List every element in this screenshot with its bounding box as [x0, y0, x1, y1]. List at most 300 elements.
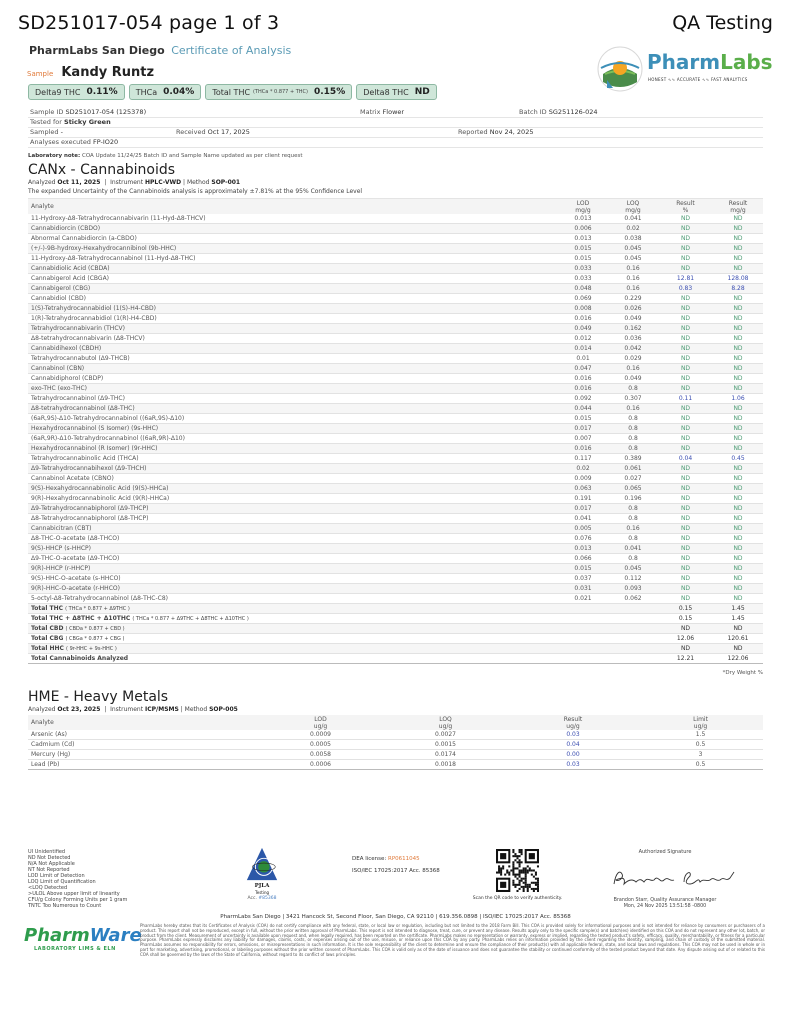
heavy-metals-table [28, 715, 763, 770]
cell-loq: 0.0174 [383, 750, 508, 760]
cell-lod: 0.013 [558, 234, 608, 244]
cell-lod: 0.012 [558, 334, 608, 344]
cell-lod: 0.008 [558, 304, 608, 314]
cell-total-pct: 0.15 [658, 614, 713, 624]
badge-label: Delta9 THC [35, 87, 81, 97]
cell-lod: 0.031 [558, 584, 608, 594]
badge-thca [129, 84, 202, 100]
cell-loq: 0.0018 [383, 760, 508, 770]
cell-result-mg: ND [713, 464, 763, 474]
legend-item: TNTC Too Numerous to Count [28, 903, 102, 909]
cell-analyte: Tetrahydrocannabutol (Δ9-THCB) [28, 354, 558, 364]
pjla-logo-icon [232, 846, 292, 882]
signatory [590, 898, 740, 910]
cell-result-pct: 0.83 [658, 284, 713, 294]
sample-heading [27, 63, 154, 82]
table-row [28, 334, 763, 344]
table-row [28, 374, 763, 384]
table-row [28, 584, 763, 594]
cell-analyte: Δ9-THC-O-acetate (Δ9-THCO) [28, 554, 558, 564]
total-row [28, 644, 763, 654]
cell-result-mg: ND [713, 504, 763, 514]
cell-loq: 0.0015 [383, 740, 508, 750]
table-row [28, 504, 763, 514]
total-row [28, 614, 763, 624]
info-row: Sampled - Received Oct 17, 2025 Reported Nov 24, 2025 [28, 128, 763, 138]
cell-loq: 0.8 [608, 514, 658, 524]
cannabinoids-title: CANx - Cannabinoids [28, 162, 176, 178]
batch-id: SG251126-024 [548, 108, 598, 116]
legal-disclaimer: PharmLabs hereby states that its Certificates of Analysis (COA) do not certify compliance with any federal, state, or local law or regulation, including but not limited to the 2018 Farm Bill. This COA is provided solely for informational purposes and is not intended for reliance by consumers or purchasers of a product. This report shall not be reproduced, except in full, without the prior written approval of PharmLabs. This report is not intended to diagnose, treat, cure, or prevent any disease. Results apply only to the specific sample(s) and batch(es) identified on this COA and do not represent any other lot, batch, or product from the client. Measurement of uncertainty is available upon request and, when legally required, has been reported on the certificate. PharmLabs makes no representation or warranty, express or implied, regarding the tested product's safety, efficacy, quality, merchantability, or fitness for a particular purpose. PharmLabs expressly disclaims any liability for damages, claims, costs, or expenses arising out of the use, misuse, or reliance upon this COA by any party. PharmLabs relies on information provided by the client regarding the identity, sampling, and chain of custody of the submitted material. PharmLabs assumes no responsibility for errors, omissions, or misrepresentations in such information. It is the sole responsibility of the client to determine and ensure the compliance of their product(s) with all applicable federal, state, and local laws and regulations. This COA may not be used in whole or in part for marketing, advertising, promotional, or labeling purposes without the prior written consent of PharmLabs. This COA is valid only as of the date of issuance and does not guarantee the stability or continued conformity of the tested product beyond that date. Any dispute arising out of or related to this COA shall be governed by the laws of the State of California, without regard to its conflict of laws principles. [140, 923, 765, 957]
info-row: Sample ID SD251017-054 (125378) Matrix Flower Batch ID SG251126-024 [28, 108, 763, 118]
col-result: Result ug/g [508, 715, 638, 730]
cell-analyte: Abnormal Cannabidiorcin (a-CBDO) [28, 234, 558, 244]
cell-lod: 0.063 [558, 484, 608, 494]
badge-value: 0.04% [163, 87, 195, 97]
cell-lod: 0.069 [558, 294, 608, 304]
cell-result-pct: ND [658, 574, 713, 584]
cell-lod: 0.016 [558, 444, 608, 454]
cell-loq: 0.038 [608, 234, 658, 244]
cell-result-mg: ND [713, 544, 763, 554]
col-analyte: Analyte [28, 199, 558, 215]
table-row [28, 224, 763, 234]
cell-result-pct: ND [658, 414, 713, 424]
cell-lod: 0.015 [558, 254, 608, 264]
cell-result-mg: ND [713, 474, 763, 484]
reported-date: Nov 24, 2025 [489, 128, 534, 136]
cell-result-mg: ND [713, 314, 763, 324]
cell-result-mg: 128.08 [713, 274, 763, 284]
cell-loq: 0.061 [608, 464, 658, 474]
legend-item: <LOQ Detected [28, 885, 68, 891]
cell-loq: 0.8 [608, 554, 658, 564]
cell-total-label: Total Cannabinoids Analyzed [28, 654, 558, 664]
cell-analyte: Cannabidiphorol (CBDP) [28, 374, 558, 384]
cell-analyte: Cannabigerol (CBG) [28, 284, 558, 294]
cell-result-mg: ND [713, 224, 763, 234]
cell-lod: 0.191 [558, 494, 608, 504]
table-row [28, 524, 763, 534]
cell-lod: 0.017 [558, 504, 608, 514]
cell-total-pct: 12.21 [658, 654, 713, 664]
cell-total-pct: ND [658, 644, 713, 654]
cell-result-mg: ND [713, 254, 763, 264]
cell-lod: 0.006 [558, 224, 608, 234]
cell-loq: 0.229 [608, 294, 658, 304]
legend-item: LOD Limit of Detection [28, 873, 85, 879]
cell-result-mg: ND [713, 554, 763, 564]
cell-analyte: (6aR,9S)-Δ10-Tetrahydrocannabinol ((6aR,9S)-Δ10) [28, 414, 558, 424]
cell-lod: 0.033 [558, 274, 608, 284]
cell-total-mg: ND [713, 624, 763, 634]
cell-loq: 0.041 [608, 544, 658, 554]
cell-analyte: Δ8-Tetrahydrocannabiphorol (Δ8-THCP) [28, 514, 558, 524]
sample-name: Kandy Runtz [61, 65, 155, 80]
cell-result-mg: ND [713, 304, 763, 314]
cell-result-pct: ND [658, 544, 713, 554]
signature-date: Mon, 24 Nov 2025 13:51:58 -0800 [623, 904, 707, 909]
cell-lod: 0.048 [558, 284, 608, 294]
badge-label: THCa [135, 87, 158, 97]
cell-result-mg: ND [713, 524, 763, 534]
qr-code-icon[interactable] [496, 849, 539, 892]
cell-analyte: Mercury (Hg) [28, 750, 258, 760]
badge-label: Delta8 THC [363, 87, 409, 97]
cell-result-pct: ND [658, 224, 713, 234]
cell-lod: 0.041 [558, 514, 608, 524]
cell-lod: 0.007 [558, 434, 608, 444]
cell-result-mg: ND [713, 574, 763, 584]
cell-result-pct: 0.11 [658, 394, 713, 404]
table-row [28, 354, 763, 364]
cell-lod: 0.047 [558, 364, 608, 374]
cell-total-mg: 1.45 [713, 614, 763, 624]
table-row [28, 234, 763, 244]
cell-loq: 0.027 [608, 474, 658, 484]
pjla-name: PJLA [254, 883, 270, 889]
cell-analyte: Δ8-tetrahydrocannabinol (Δ8-THC) [28, 404, 558, 414]
cell-loq: 0.16 [608, 264, 658, 274]
table-row [28, 514, 763, 524]
cell-lod: 0.0006 [258, 760, 383, 770]
table-row [28, 574, 763, 584]
cell-analyte: Cannabinol Acetate (CBNO) [28, 474, 558, 484]
cell-result-mg: ND [713, 294, 763, 304]
iso-accreditation: ISO/IEC 17025:2017 Acc. 85368 [352, 868, 440, 874]
cell-result-pct: ND [658, 364, 713, 374]
heavy-metals-meta: Analyzed Oct 23, 2025 | Instrument ICP/MSMS | Method SOP-005 [28, 706, 238, 713]
cell-total-mg: 1.45 [713, 604, 763, 614]
table-row [28, 324, 763, 334]
table-row [28, 244, 763, 254]
laboratory-note: Laboratory note: COA Update 11/24/25 Batch ID and Sample Name updated as per client request [28, 153, 303, 159]
cell-loq: 0.093 [608, 584, 658, 594]
cell-analyte: 5-octyl-Δ8-Tetrahydrocannabinol (Δ8-THC-C8) [28, 594, 558, 604]
badge-delta9-thc [28, 84, 125, 100]
cell-result-pct: ND [658, 464, 713, 474]
cell-lod: 0.076 [558, 534, 608, 544]
cell-analyte: 9(S)-HHC-O-acetate (s-HHCO) [28, 574, 558, 584]
col-loq: LOQ mg/g [608, 199, 658, 215]
cell-result-pct: ND [658, 404, 713, 414]
cell-lod: 0.01 [558, 354, 608, 364]
cell-lod: 0.021 [558, 594, 608, 604]
lab-name: PharmLabs San Diego [29, 44, 165, 57]
cell-lod: 0.016 [558, 384, 608, 394]
cell-loq: 0.8 [608, 534, 658, 544]
analyses-executed: FP-IO20 [93, 138, 119, 146]
cell-lod: 0.0005 [258, 740, 383, 750]
tested-for: Sticky Green [64, 118, 111, 126]
cell-result-pct: ND [658, 494, 713, 504]
cell-analyte: Hexahydrocannabinol (R Isomer) (9r-HHC) [28, 444, 558, 454]
cell-lod: 0.015 [558, 244, 608, 254]
cell-result-pct: ND [658, 354, 713, 364]
cell-result-mg: ND [713, 494, 763, 504]
cell-result-pct: ND [658, 564, 713, 574]
table-row [28, 494, 763, 504]
pjla-acc: Acc. #85368 [247, 896, 277, 901]
cell-analyte: Cannabicitran (CBT) [28, 524, 558, 534]
table-row [28, 444, 763, 454]
cell-result-mg: ND [713, 424, 763, 434]
table-row [28, 414, 763, 424]
total-row [28, 624, 763, 634]
cell-lod: 0.017 [558, 424, 608, 434]
cell-result-mg: ND [713, 334, 763, 344]
col-result-pct: Result % [658, 199, 713, 215]
cell-lod: 0.0009 [258, 730, 383, 740]
cell-analyte: Tetrahydrocannabinolic Acid (THCA) [28, 454, 558, 464]
cell-lod: 0.117 [558, 454, 608, 464]
table-row [28, 344, 763, 354]
cell-analyte: 11-Hydroxy-Δ8-Tetrahydrocannabivarin (11-Hyd-Δ8-THCV) [28, 214, 558, 224]
cell-loq: 0.162 [608, 324, 658, 334]
table-row [28, 534, 763, 544]
cell-result-pct: ND [658, 554, 713, 564]
table-row [28, 304, 763, 314]
legend-item: UI Unidentified [28, 849, 66, 855]
col-limit: Limit ug/g [638, 715, 763, 730]
table-row [28, 394, 763, 404]
cell-result-pct: ND [658, 244, 713, 254]
legend-item: ND Not Detected [28, 855, 71, 861]
cell-lod: 0.044 [558, 404, 608, 414]
cell-result-pct: 12.81 [658, 274, 713, 284]
cell-lod: 0.005 [558, 524, 608, 534]
sample-info [28, 108, 763, 148]
cell-result-mg: 1.06 [713, 394, 763, 404]
cell-total-label: Total CBG ( CBGa * 0.877 + CBG ) [28, 634, 558, 644]
cell-analyte: Cannabigerol Acid (CBGA) [28, 274, 558, 284]
cell-result-pct: ND [658, 344, 713, 354]
cell-loq: 0.0027 [383, 730, 508, 740]
cell-result: 0.00 [508, 750, 638, 760]
cell-loq: 0.041 [608, 214, 658, 224]
cell-analyte: 9(R)-Hexahydrocannabinolic Acid (9(R)-HHCa) [28, 494, 558, 504]
cell-loq: 0.307 [608, 394, 658, 404]
cell-result-pct: ND [658, 304, 713, 314]
cell-loq: 0.042 [608, 344, 658, 354]
table-row [28, 214, 763, 224]
pjla-accreditation [232, 846, 292, 908]
cell-lod: 0.049 [558, 324, 608, 334]
legend-item: >ULOL Above upper limit of linearity [28, 891, 120, 897]
badge-label: Total THC [212, 87, 251, 97]
cell-loq: 0.16 [608, 274, 658, 284]
signature-label: Authorized Signature [638, 849, 692, 855]
cell-result-pct: ND [658, 534, 713, 544]
cell-loq: 0.16 [608, 364, 658, 374]
qr-caption: Scan the QR code to verify authenticity. [472, 896, 563, 901]
table-row [28, 274, 763, 284]
info-row: Analyses executed FP-IO20 [28, 138, 763, 148]
col-result-mg: Result mg/g [713, 199, 763, 215]
table-row [28, 364, 763, 374]
cell-loq: 0.026 [608, 304, 658, 314]
col-analyte: Analyte [28, 715, 258, 730]
cell-result-mg: ND [713, 324, 763, 334]
cell-analyte: Δ8-tetrahydrocannabivarin (Δ8-THCV) [28, 334, 558, 344]
cell-result-pct: ND [658, 474, 713, 484]
badge-delta8-thc [356, 84, 436, 100]
cell-lod: 0.016 [558, 374, 608, 384]
cell-result-pct: ND [658, 584, 713, 594]
cell-result-pct: ND [658, 384, 713, 394]
dea-license: DEA license: RP0611045 [352, 856, 420, 862]
cell-result: 0.03 [508, 730, 638, 740]
cell-result-mg: ND [713, 354, 763, 364]
cell-total-label: Total THC ( THCa * 0.877 + Δ9THC ) [28, 604, 558, 614]
cell-result-mg: ND [713, 364, 763, 374]
col-loq: LOQ ug/g [383, 715, 508, 730]
cell-lod: 0.016 [558, 314, 608, 324]
table-row [28, 750, 763, 760]
sampled: - [60, 128, 63, 136]
cell-loq: 0.045 [608, 244, 658, 254]
cell-result-mg: ND [713, 404, 763, 414]
cell-lod: 0.013 [558, 544, 608, 554]
qa-testing-title: QA Testing [672, 12, 773, 34]
legend-item: NT Not Reported [28, 867, 70, 873]
total-row [28, 634, 763, 644]
pjla-sub: Testing [254, 890, 270, 895]
pharmlabs-logo [595, 44, 773, 94]
cell-result: 0.04 [508, 740, 638, 750]
cell-result-pct: ND [658, 234, 713, 244]
table-row [28, 384, 763, 394]
cell-result-mg: 0.45 [713, 454, 763, 464]
badge-total-thc [205, 84, 352, 100]
cell-result-pct: ND [658, 294, 713, 304]
total-row [28, 604, 763, 614]
table-row [28, 294, 763, 304]
cell-result-mg: ND [713, 444, 763, 454]
cell-loq: 0.045 [608, 254, 658, 264]
cell-result-pct: ND [658, 434, 713, 444]
cell-loq: 0.8 [608, 504, 658, 514]
dry-weight-note: *Dry Weight % [722, 670, 763, 676]
cell-analyte: Δ9-Tetrahydrocannabihexol (Δ9-THCH) [28, 464, 558, 474]
cell-lod: 0.0058 [258, 750, 383, 760]
cell-loq: 0.8 [608, 384, 658, 394]
cell-result-mg: ND [713, 234, 763, 244]
cell-analyte: Cannabidiorcin (CBDO) [28, 224, 558, 234]
cell-result-mg: ND [713, 514, 763, 524]
cell-result-pct: ND [658, 514, 713, 524]
cell-result-mg: ND [713, 264, 763, 274]
cell-loq: 0.049 [608, 314, 658, 324]
cell-loq: 0.8 [608, 424, 658, 434]
cell-loq: 0.062 [608, 594, 658, 604]
total-row [28, 654, 763, 664]
cell-result-mg: ND [713, 434, 763, 444]
logo-tagline: HONEST ∿∿ ACCURATE ∿∿ FAST ANALYTICS [648, 77, 748, 82]
signature-image [610, 864, 740, 892]
page-title: SD251017-054 page 1 of 3 [18, 12, 280, 34]
cell-result-mg: ND [713, 594, 763, 604]
cell-analyte: Hexahydrocannabinol (S Isomer) (9s-HHC) [28, 424, 558, 434]
cell-analyte: (+/-)-9B-hydroxy-Hexahydrocannibinol (9b-HHC) [28, 244, 558, 254]
cell-result-mg: 8.28 [713, 284, 763, 294]
table-row [28, 474, 763, 484]
cell-analyte: (6aR,9R)-Δ10-Tetrahydrocannabinol ((6aR,9R)-Δ10) [28, 434, 558, 444]
cell-analyte: 9(S)-Hexahydrocannabinolic Acid (9(S)-HHCa) [28, 484, 558, 494]
uncertainty-note: The expanded Uncertainty of the Cannabinoids analysis is approximately ±7.81% at the 95% Confidence Level [28, 188, 363, 195]
cell-lod: 0.015 [558, 414, 608, 424]
cell-loq: 0.02 [608, 224, 658, 234]
lab-heading [29, 44, 291, 58]
cell-total-pct: 12.06 [658, 634, 713, 644]
cell-result-mg: ND [713, 534, 763, 544]
cell-analyte: 1(R)-Tetrahydrocannabidiol (1(R)-H4-CBD) [28, 314, 558, 324]
cell-lod: 0.033 [558, 264, 608, 274]
cell-total-mg: ND [713, 644, 763, 654]
logo-wordmark: PharmLabs [647, 50, 773, 74]
cell-analyte: Tetrahydrocannabinol (Δ9-THC) [28, 394, 558, 404]
cell-result-mg: ND [713, 484, 763, 494]
cell-loq: 0.065 [608, 484, 658, 494]
table-row [28, 254, 763, 264]
cell-analyte: Cannabidiolic Acid (CBDA) [28, 264, 558, 274]
cell-result-pct: ND [658, 334, 713, 344]
cell-loq: 0.029 [608, 354, 658, 364]
cell-loq: 0.196 [608, 494, 658, 504]
cell-result-mg: ND [713, 384, 763, 394]
col-lod: LOD mg/g [558, 199, 608, 215]
cell-total-label: Total CBD ( CBDa * 0.877 + CBD ) [28, 624, 558, 634]
heavy-metals-title: HME - Heavy Metals [28, 689, 169, 705]
cell-lod: 0.02 [558, 464, 608, 474]
cannabinoids-meta: Analyzed Oct 11, 2025 | Instrument HPLC-VWD | Method SOP-001 [28, 179, 241, 186]
cell-analyte: Tetrahydrocannabivarin (THCV) [28, 324, 558, 334]
cell-total-label: Total THC + Δ8THC + Δ10THC ( THCa * 0.877 + Δ9THC + Δ8THC + Δ10THC ) [28, 614, 558, 624]
cell-lod: 0.066 [558, 554, 608, 564]
matrix: Flower [382, 108, 405, 116]
cell-analyte: 1(S)-Tetrahydrocannabidiol (1(S)-H4-CBD) [28, 304, 558, 314]
cell-lod: 0.009 [558, 474, 608, 484]
cell-loq: 0.16 [608, 284, 658, 294]
pharmlabs-emblem-icon [595, 44, 645, 94]
table-row [28, 544, 763, 554]
cell-result-pct: ND [658, 504, 713, 514]
badge-formula: (THCa * 0.877 + THC) [253, 89, 308, 95]
cell-limit: 0.5 [638, 760, 763, 770]
badge-value: 0.11% [86, 87, 118, 97]
cell-result-mg: ND [713, 564, 763, 574]
cannabinoids-table [28, 198, 763, 664]
cell-loq: 0.389 [608, 454, 658, 464]
table-row [28, 284, 763, 294]
cell-result-mg: ND [713, 244, 763, 254]
cell-loq: 0.036 [608, 334, 658, 344]
cell-result-mg: ND [713, 374, 763, 384]
cell-total-pct: ND [658, 624, 713, 634]
legend-item: N/A Not Applicable [28, 861, 75, 867]
cell-lod: 0.013 [558, 214, 608, 224]
cell-analyte: Arsenic (As) [28, 730, 258, 740]
cell-analyte: Cannabinol (CBN) [28, 364, 558, 374]
badge-value: ND [414, 87, 430, 97]
cell-result-mg: ND [713, 584, 763, 594]
table-row [28, 594, 763, 604]
cell-total-pct: 0.15 [658, 604, 713, 614]
cell-result-pct: ND [658, 424, 713, 434]
cell-analyte: exo-THC (exo-THC) [28, 384, 558, 394]
sample-label: Sample [27, 70, 54, 78]
cell-lod: 0.037 [558, 574, 608, 584]
